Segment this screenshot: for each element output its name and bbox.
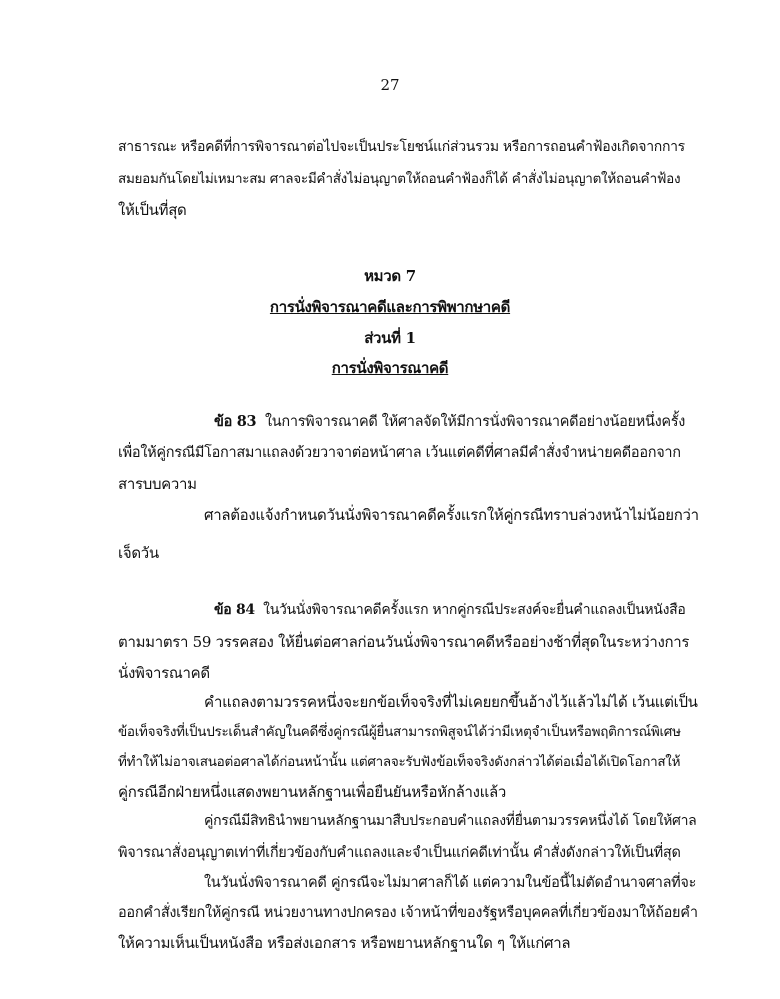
section-83-line: เจ็ดวัน — [118, 544, 159, 562]
section-84-text: ในวันนั่งพิจารณาคดีครั้งแรก หากคู่กรณีประสงค์จะยื่นคำแถลงเป็นหนังสือ — [263, 602, 686, 618]
section-84-line: นั่งพิจารณาคดี — [118, 664, 210, 682]
section-84-line: ที่ทำให้ไม่อาจเสนอต่อศาลได้ก่อนหน้านั้น แต่ศาลจะรับฟังข้อเท็จจริงดังกล่าวได้ต่อเมื่อได้เปิดโอกาสให้ — [118, 754, 681, 770]
section-84-line: คู่กรณีมีสิทธินำพยานหลักฐานมาสืบประกอบคำแถลงที่ยื่นตามวรรคหนึ่งได้ โดยให้ศาล — [204, 813, 697, 829]
section-84-line — [214, 599, 685, 621]
section-84-line: คำแถลงตามวรรคหนึ่งจะยกข้อเท็จจริงที่ไม่เคยยกขึ้นอ้างไว้แล้วไม่ได้ เว้นแต่เป็น — [204, 693, 698, 711]
part-heading: ส่วนที่ 1 — [364, 329, 416, 347]
paragraph-line: ให้เป็นที่สุด — [118, 201, 187, 219]
section-83-text: ในการพิจารณาคดี ให้ศาลจัดให้มีการนั่งพิจารณาคดีอย่างน้อยหนึ่งครั้ง — [264, 414, 686, 430]
page-number: 27 — [380, 76, 400, 94]
section-83-line: ศาลต้องแจ้งกำหนดวันนั่งพิจารณาคดีครั้งแรกให้คู่กรณีทราบล่วงหน้าไม่น้อยกว่า — [204, 506, 699, 524]
section-83-label: ข้อ 83 — [214, 413, 257, 430]
section-84-label: ข้อ 84 — [214, 602, 255, 618]
paragraph-line: สาธารณะ หรือคดีที่การพิจารณาต่อไปจะเป็นประโยชน์แก่ส่วนรวม หรือการถอนคำฟ้องเกิดจากการ — [118, 139, 685, 155]
chapter-heading: หมวด 7 — [364, 267, 416, 285]
part-title: การนั่งพิจารณาคดี — [331, 359, 449, 377]
section-84-line: ตามมาตรา 59 วรรคสอง ให้ยื่นต่อศาลก่อนวันนั่งพิจารณาคดีหรืออย่างช้าที่สุดในระหว่างการ — [118, 633, 690, 651]
section-84-line: ข้อเท็จจริงที่เป็นประเด็นสำคัญในคดีซึ่งคู่กรณีผู้ยื่นสามารถพิสูจน์ได้ว่ามีเหตุจำเป็นหรือพฤติการณ์พิเศษ — [118, 724, 681, 740]
chapter-title: การนั่งพิจารณาคดีและการพิพากษาคดี — [269, 298, 511, 316]
section-84-line: คู่กรณีอีกฝ่ายหนึ่งแสดงพยานหลักฐานเพื่อยืนยันหรือหักล้างแล้ว — [118, 783, 507, 801]
section-84-line: พิจารณาสั่งอนุญาตเท่าที่เกี่ยวข้องกับคำแถลงและจำเป็นแก่คดีเท่านั้น คำสั่งดังกล่าวให้เป็นที่สุด — [118, 845, 681, 861]
paragraph-line: สมยอมกันโดยไม่เหมาะสม ศาลจะมีคำสั่งไม่อนุญาตให้ถอนคำฟ้องก็ได้ คำสั่งไม่อนุญาตให้ถอนคำฟ้อง — [118, 171, 681, 187]
section-84-line: ออกคำสั่งเรียกให้คู่กรณี หน่วยงานทางปกครอง เจ้าหน้าที่ของรัฐหรือบุคคลที่เกี่ยวข้องมาให้ถ้อยคำ — [118, 905, 698, 921]
section-83-line — [214, 410, 685, 433]
section-84-line: ในวันนั่งพิจารณาคดี คู่กรณีจะไม่มาศาลก็ได้ แต่ความในข้อนี้ไม่ตัดอำนาจศาลที่จะ — [204, 875, 697, 891]
section-83-line: เพื่อให้คู่กรณีมีโอกาสมาแถลงด้วยวาจาต่อหน้าศาล เว้นแต่คดีที่ศาลมีคำสั่งจำหน่ายคดีออกจาก — [118, 445, 681, 461]
section-83-line: สารบบความ — [118, 475, 197, 493]
section-84-line: ให้ความเห็นเป็นหนังสือ หรือส่งเอกสาร หรือพยานหลักฐานใด ๆ ให้แก่ศาล — [118, 934, 571, 952]
